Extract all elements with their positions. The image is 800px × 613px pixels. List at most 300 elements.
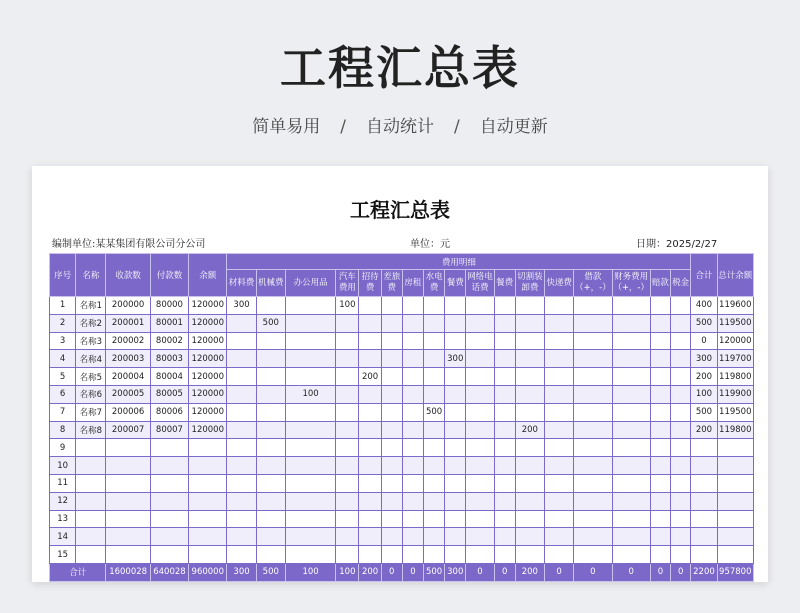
cell-expense[interactable]: 100 [285, 385, 335, 403]
cell-total[interactable] [691, 492, 717, 510]
cell-expense[interactable] [574, 350, 612, 368]
cell-expense[interactable] [670, 403, 690, 421]
cell-expense[interactable] [359, 439, 381, 457]
cell-expense[interactable] [381, 368, 402, 386]
cell-expense[interactable] [424, 439, 445, 457]
cell-expense[interactable] [359, 421, 381, 439]
cell-expense[interactable] [612, 350, 650, 368]
cell-expense[interactable] [650, 385, 670, 403]
cell-expense[interactable] [544, 421, 573, 439]
cell-expense[interactable] [381, 421, 402, 439]
cell-expense[interactable] [574, 421, 612, 439]
cell-expense[interactable] [359, 510, 381, 528]
cell-expense[interactable] [402, 439, 423, 457]
cell-expense[interactable] [544, 439, 573, 457]
cell-expense[interactable] [285, 474, 335, 492]
cell-receipts[interactable] [106, 492, 150, 510]
cell-expense[interactable] [402, 510, 423, 528]
cell-expense[interactable] [402, 528, 423, 546]
cell-balance[interactable]: 120000 [189, 385, 227, 403]
cell-expense[interactable] [359, 457, 381, 475]
cell-payments[interactable] [150, 492, 188, 510]
cell-balance[interactable] [189, 528, 227, 546]
cell-receipts[interactable]: 200003 [106, 350, 150, 368]
cell-expense[interactable] [227, 492, 256, 510]
cell-balance[interactable]: 120000 [189, 314, 227, 332]
cell-expense[interactable] [544, 528, 573, 546]
cell-expense[interactable] [445, 332, 466, 350]
cell-expense[interactable] [336, 546, 359, 564]
cell-total-balance[interactable] [717, 492, 753, 510]
cell-expense[interactable] [227, 474, 256, 492]
cell-expense[interactable] [424, 546, 445, 564]
cell-payments[interactable]: 80001 [150, 314, 188, 332]
cell-expense[interactable] [494, 510, 515, 528]
cell-expense[interactable] [650, 510, 670, 528]
cell-name[interactable]: 名称8 [76, 421, 106, 439]
cell-expense[interactable] [227, 528, 256, 546]
cell-name[interactable]: 名称3 [76, 332, 106, 350]
cell-expense[interactable] [336, 492, 359, 510]
cell-expense[interactable] [650, 403, 670, 421]
cell-expense[interactable] [494, 368, 515, 386]
cell-expense[interactable] [515, 510, 544, 528]
cell-expense[interactable] [494, 350, 515, 368]
cell-total-balance[interactable] [717, 457, 753, 475]
cell-balance[interactable] [189, 439, 227, 457]
cell-expense[interactable] [612, 528, 650, 546]
cell-expense[interactable] [544, 510, 573, 528]
cell-expense[interactable] [650, 297, 670, 315]
cell-expense[interactable] [256, 368, 285, 386]
cell-expense[interactable] [359, 332, 381, 350]
cell-expense[interactable] [424, 350, 445, 368]
cell-expense[interactable] [381, 350, 402, 368]
cell-name[interactable]: 名称7 [76, 403, 106, 421]
cell-expense[interactable] [359, 528, 381, 546]
cell-balance[interactable]: 120000 [189, 297, 227, 315]
cell-receipts[interactable]: 200004 [106, 368, 150, 386]
cell-total-balance[interactable] [717, 528, 753, 546]
cell-expense[interactable] [574, 314, 612, 332]
cell-expense[interactable] [445, 297, 466, 315]
cell-receipts[interactable]: 200002 [106, 332, 150, 350]
cell-expense[interactable]: 100 [336, 297, 359, 315]
cell-name[interactable] [76, 510, 106, 528]
cell-expense[interactable] [256, 492, 285, 510]
cell-expense[interactable] [381, 332, 402, 350]
cell-expense[interactable] [285, 332, 335, 350]
cell-expense[interactable] [612, 474, 650, 492]
cell-total[interactable]: 0 [691, 332, 717, 350]
cell-receipts[interactable]: 200001 [106, 314, 150, 332]
cell-total[interactable]: 100 [691, 385, 717, 403]
cell-expense[interactable] [544, 368, 573, 386]
cell-expense[interactable] [381, 510, 402, 528]
cell-index[interactable]: 3 [50, 332, 76, 350]
cell-total[interactable] [691, 457, 717, 475]
cell-index[interactable]: 5 [50, 368, 76, 386]
cell-expense[interactable] [466, 297, 494, 315]
cell-expense[interactable] [574, 297, 612, 315]
cell-expense[interactable] [670, 297, 690, 315]
cell-expense[interactable] [285, 350, 335, 368]
cell-expense[interactable] [336, 510, 359, 528]
cell-expense[interactable] [402, 368, 423, 386]
cell-expense[interactable] [466, 474, 494, 492]
cell-expense[interactable] [381, 297, 402, 315]
cell-expense[interactable] [612, 332, 650, 350]
cell-expense[interactable] [494, 421, 515, 439]
cell-expense[interactable] [670, 332, 690, 350]
cell-expense[interactable] [256, 439, 285, 457]
cell-receipts[interactable]: 200006 [106, 403, 150, 421]
cell-expense[interactable] [494, 332, 515, 350]
cell-expense[interactable] [494, 528, 515, 546]
cell-expense[interactable]: 200 [515, 421, 544, 439]
cell-expense[interactable] [670, 350, 690, 368]
cell-expense[interactable] [445, 385, 466, 403]
cell-receipts[interactable] [106, 439, 150, 457]
cell-expense[interactable] [285, 368, 335, 386]
cell-expense[interactable] [612, 403, 650, 421]
cell-index[interactable]: 12 [50, 492, 76, 510]
cell-expense[interactable] [227, 403, 256, 421]
cell-expense[interactable] [544, 385, 573, 403]
cell-expense[interactable] [612, 385, 650, 403]
cell-expense[interactable] [650, 350, 670, 368]
cell-expense[interactable] [256, 403, 285, 421]
cell-index[interactable]: 4 [50, 350, 76, 368]
cell-name[interactable] [76, 492, 106, 510]
cell-expense[interactable] [256, 528, 285, 546]
cell-expense[interactable] [515, 297, 544, 315]
cell-expense[interactable] [544, 314, 573, 332]
cell-payments[interactable]: 80004 [150, 368, 188, 386]
cell-expense[interactable] [445, 492, 466, 510]
cell-expense[interactable] [574, 492, 612, 510]
cell-payments[interactable]: 80003 [150, 350, 188, 368]
cell-expense[interactable] [445, 546, 466, 564]
cell-expense[interactable] [544, 297, 573, 315]
cell-expense[interactable] [445, 403, 466, 421]
cell-expense[interactable] [650, 314, 670, 332]
cell-payments[interactable] [150, 457, 188, 475]
cell-total-balance[interactable] [717, 474, 753, 492]
cell-expense[interactable] [612, 546, 650, 564]
cell-expense[interactable] [650, 368, 670, 386]
cell-expense[interactable] [670, 510, 690, 528]
cell-expense[interactable] [402, 421, 423, 439]
cell-expense[interactable] [359, 546, 381, 564]
cell-expense[interactable] [515, 492, 544, 510]
cell-expense[interactable] [515, 474, 544, 492]
cell-expense[interactable] [445, 457, 466, 475]
cell-expense[interactable]: 200 [359, 368, 381, 386]
cell-expense[interactable] [544, 474, 573, 492]
cell-expense[interactable] [466, 439, 494, 457]
cell-expense[interactable] [574, 546, 612, 564]
cell-expense[interactable] [515, 528, 544, 546]
cell-expense[interactable] [402, 297, 423, 315]
cell-total[interactable]: 300 [691, 350, 717, 368]
cell-expense[interactable]: 300 [227, 297, 256, 315]
cell-expense[interactable] [336, 368, 359, 386]
cell-expense[interactable] [381, 474, 402, 492]
cell-expense[interactable] [256, 510, 285, 528]
cell-total-balance[interactable]: 119900 [717, 385, 753, 403]
cell-expense[interactable] [285, 492, 335, 510]
cell-expense[interactable] [670, 368, 690, 386]
cell-expense[interactable] [381, 314, 402, 332]
cell-expense[interactable] [445, 368, 466, 386]
cell-expense[interactable] [650, 528, 670, 546]
cell-payments[interactable] [150, 439, 188, 457]
cell-expense[interactable] [670, 439, 690, 457]
cell-total-balance[interactable] [717, 546, 753, 564]
cell-expense[interactable] [466, 385, 494, 403]
cell-index[interactable]: 14 [50, 528, 76, 546]
cell-expense[interactable] [445, 314, 466, 332]
cell-expense[interactable] [256, 474, 285, 492]
cell-expense[interactable] [612, 439, 650, 457]
cell-expense[interactable] [227, 385, 256, 403]
cell-expense[interactable] [424, 510, 445, 528]
cell-total-balance[interactable]: 119700 [717, 350, 753, 368]
cell-total[interactable] [691, 546, 717, 564]
cell-total[interactable] [691, 510, 717, 528]
cell-expense[interactable] [256, 457, 285, 475]
cell-total-balance[interactable] [717, 510, 753, 528]
cell-expense[interactable] [227, 332, 256, 350]
cell-expense[interactable] [445, 421, 466, 439]
cell-name[interactable]: 名称6 [76, 385, 106, 403]
cell-expense[interactable] [466, 528, 494, 546]
cell-expense[interactable] [402, 546, 423, 564]
cell-total-balance[interactable]: 119800 [717, 368, 753, 386]
cell-expense[interactable] [670, 546, 690, 564]
cell-index[interactable]: 6 [50, 385, 76, 403]
cell-index[interactable]: 8 [50, 421, 76, 439]
cell-expense[interactable] [466, 368, 494, 386]
cell-expense[interactable] [336, 403, 359, 421]
cell-name[interactable] [76, 457, 106, 475]
cell-expense[interactable] [515, 368, 544, 386]
cell-expense[interactable] [650, 457, 670, 475]
cell-balance[interactable]: 120000 [189, 421, 227, 439]
cell-balance[interactable] [189, 546, 227, 564]
cell-expense[interactable] [424, 457, 445, 475]
cell-expense[interactable] [336, 528, 359, 546]
cell-expense[interactable] [670, 492, 690, 510]
cell-expense[interactable] [424, 314, 445, 332]
cell-expense[interactable] [466, 546, 494, 564]
cell-expense[interactable] [612, 457, 650, 475]
cell-expense[interactable] [402, 385, 423, 403]
cell-expense[interactable] [574, 403, 612, 421]
cell-expense[interactable] [612, 297, 650, 315]
cell-expense[interactable] [256, 332, 285, 350]
cell-name[interactable]: 名称2 [76, 314, 106, 332]
cell-expense[interactable] [445, 528, 466, 546]
cell-expense[interactable] [445, 474, 466, 492]
cell-expense[interactable] [574, 385, 612, 403]
cell-expense[interactable] [381, 492, 402, 510]
cell-expense[interactable] [466, 421, 494, 439]
cell-expense[interactable] [544, 492, 573, 510]
cell-expense[interactable] [574, 439, 612, 457]
cell-expense[interactable] [227, 546, 256, 564]
cell-expense[interactable] [381, 403, 402, 421]
cell-expense[interactable] [256, 385, 285, 403]
cell-expense[interactable] [402, 457, 423, 475]
cell-name[interactable] [76, 546, 106, 564]
cell-total-balance[interactable]: 119600 [717, 297, 753, 315]
cell-expense[interactable] [494, 385, 515, 403]
cell-expense[interactable] [515, 314, 544, 332]
cell-expense[interactable] [670, 457, 690, 475]
cell-expense[interactable] [515, 457, 544, 475]
cell-expense[interactable] [227, 510, 256, 528]
cell-expense[interactable] [424, 474, 445, 492]
cell-expense[interactable] [227, 368, 256, 386]
cell-expense[interactable] [285, 528, 335, 546]
cell-name[interactable] [76, 439, 106, 457]
cell-expense[interactable] [402, 403, 423, 421]
cell-balance[interactable]: 120000 [189, 350, 227, 368]
cell-total-balance[interactable]: 119500 [717, 403, 753, 421]
cell-expense[interactable] [650, 332, 670, 350]
cell-expense[interactable] [574, 368, 612, 386]
cell-total[interactable] [691, 528, 717, 546]
cell-receipts[interactable]: 200000 [106, 297, 150, 315]
cell-receipts[interactable] [106, 510, 150, 528]
cell-expense[interactable] [227, 314, 256, 332]
cell-total[interactable]: 200 [691, 421, 717, 439]
cell-expense[interactable] [381, 385, 402, 403]
cell-balance[interactable] [189, 457, 227, 475]
cell-expense[interactable] [650, 439, 670, 457]
cell-balance[interactable]: 120000 [189, 403, 227, 421]
cell-payments[interactable]: 80005 [150, 385, 188, 403]
cell-expense[interactable] [381, 528, 402, 546]
cell-payments[interactable]: 80000 [150, 297, 188, 315]
cell-expense[interactable] [515, 403, 544, 421]
cell-total[interactable]: 400 [691, 297, 717, 315]
cell-expense[interactable] [494, 439, 515, 457]
cell-receipts[interactable] [106, 528, 150, 546]
cell-expense[interactable] [336, 457, 359, 475]
cell-expense[interactable] [336, 332, 359, 350]
cell-name[interactable]: 名称4 [76, 350, 106, 368]
cell-expense[interactable] [612, 492, 650, 510]
cell-total[interactable] [691, 474, 717, 492]
cell-total-balance[interactable]: 119500 [717, 314, 753, 332]
cell-expense[interactable] [402, 492, 423, 510]
cell-expense[interactable] [381, 546, 402, 564]
cell-expense[interactable] [256, 546, 285, 564]
cell-expense[interactable] [574, 332, 612, 350]
cell-expense[interactable] [494, 297, 515, 315]
cell-expense[interactable] [285, 546, 335, 564]
cell-expense[interactable] [402, 314, 423, 332]
cell-expense[interactable] [445, 510, 466, 528]
cell-receipts[interactable]: 200005 [106, 385, 150, 403]
cell-total[interactable] [691, 439, 717, 457]
cell-expense[interactable] [285, 457, 335, 475]
cell-expense[interactable] [574, 474, 612, 492]
cell-expense[interactable] [574, 457, 612, 475]
cell-expense[interactable] [466, 350, 494, 368]
cell-index[interactable]: 13 [50, 510, 76, 528]
cell-expense[interactable] [424, 385, 445, 403]
cell-index[interactable]: 11 [50, 474, 76, 492]
cell-expense[interactable] [381, 439, 402, 457]
cell-expense[interactable] [336, 314, 359, 332]
cell-receipts[interactable] [106, 474, 150, 492]
cell-expense[interactable] [285, 510, 335, 528]
cell-expense[interactable] [424, 421, 445, 439]
cell-expense[interactable] [359, 403, 381, 421]
cell-expense[interactable] [574, 510, 612, 528]
cell-index[interactable]: 9 [50, 439, 76, 457]
cell-expense[interactable] [650, 421, 670, 439]
cell-expense[interactable] [612, 314, 650, 332]
cell-expense[interactable] [336, 350, 359, 368]
cell-expense[interactable] [402, 332, 423, 350]
cell-expense[interactable] [336, 421, 359, 439]
cell-expense[interactable] [336, 474, 359, 492]
cell-expense[interactable] [612, 368, 650, 386]
cell-expense[interactable] [494, 457, 515, 475]
cell-expense[interactable] [227, 457, 256, 475]
cell-payments[interactable] [150, 510, 188, 528]
cell-payments[interactable]: 80002 [150, 332, 188, 350]
cell-total[interactable]: 500 [691, 314, 717, 332]
cell-expense[interactable] [515, 332, 544, 350]
cell-expense[interactable] [670, 421, 690, 439]
cell-payments[interactable] [150, 474, 188, 492]
cell-expense[interactable]: 300 [445, 350, 466, 368]
cell-expense[interactable] [494, 314, 515, 332]
cell-index[interactable]: 1 [50, 297, 76, 315]
cell-expense[interactable] [227, 439, 256, 457]
cell-expense[interactable] [515, 350, 544, 368]
cell-balance[interactable]: 120000 [189, 332, 227, 350]
cell-expense[interactable] [359, 314, 381, 332]
cell-expense[interactable] [466, 314, 494, 332]
cell-expense[interactable] [544, 350, 573, 368]
cell-expense[interactable] [650, 492, 670, 510]
cell-expense[interactable] [494, 474, 515, 492]
cell-expense[interactable] [402, 350, 423, 368]
cell-expense[interactable] [544, 332, 573, 350]
cell-expense[interactable]: 500 [424, 403, 445, 421]
cell-expense[interactable] [515, 385, 544, 403]
cell-expense[interactable] [227, 421, 256, 439]
cell-expense[interactable] [670, 528, 690, 546]
cell-index[interactable]: 2 [50, 314, 76, 332]
cell-expense[interactable] [670, 314, 690, 332]
cell-index[interactable]: 10 [50, 457, 76, 475]
cell-expense[interactable] [466, 510, 494, 528]
cell-payments[interactable]: 80007 [150, 421, 188, 439]
cell-expense[interactable] [612, 510, 650, 528]
cell-total[interactable]: 500 [691, 403, 717, 421]
cell-name[interactable]: 名称5 [76, 368, 106, 386]
cell-expense[interactable] [650, 546, 670, 564]
cell-expense[interactable] [466, 492, 494, 510]
